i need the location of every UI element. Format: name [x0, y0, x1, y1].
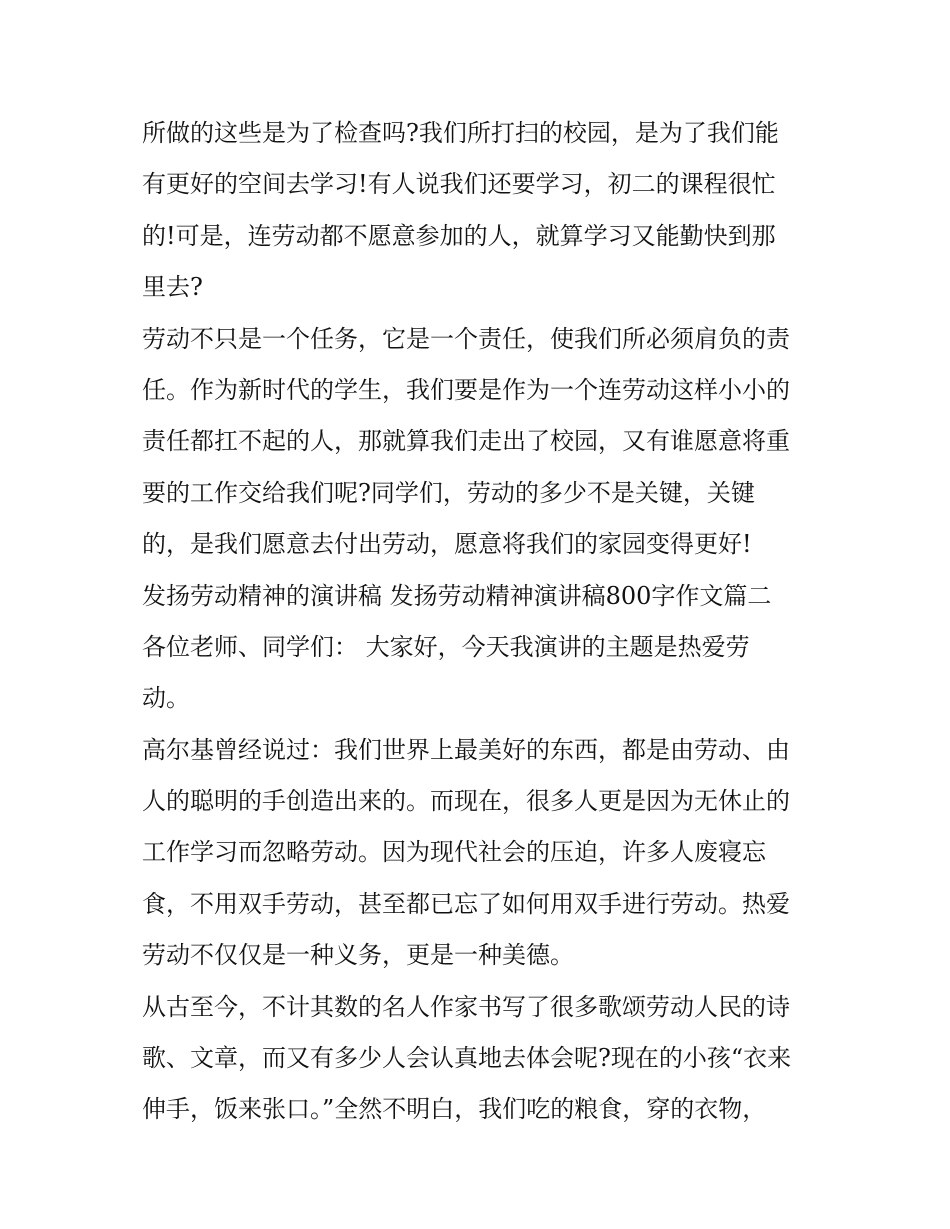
text-line: 发扬劳动精神的演讲稿 发扬劳动精神演讲稿800字作文篇二 [142, 581, 772, 610]
text-line: 动。 [142, 684, 190, 713]
text-line: 工作学习而忽略劳动。因为现代社会的压迫，许多人废寝忘 [142, 838, 766, 867]
text-line: 有更好的空间去学习!有人说我们还要学习，初二的课程很忙 [142, 170, 776, 199]
text-line: 劳动不只是一个任务，它是一个责任，使我们所必须肩负的责 [142, 324, 790, 353]
text-line: 责任都扛不起的人，那就算我们走出了校园，又有谁愿意将重 [142, 427, 790, 456]
text-line: 的!可是，连劳动都不愿意参加的人，就算学习又能勤快到那 [142, 221, 776, 250]
text-line: 从古至今，不计其数的名人作家书写了很多歌颂劳动人民的诗 [142, 992, 790, 1021]
document-body [142, 108, 822, 1136]
text-line: 人的聪明的手创造出来的。而现在，很多人更是因为无休止的 [142, 787, 790, 816]
text-line: 里去? [142, 273, 203, 302]
text-line: 的，是我们愿意去付出劳动，愿意将我们的家园变得更好! [142, 530, 752, 559]
text-line: 各位老师、同学们： 大家好，今天我演讲的主题是热爱劳 [142, 632, 750, 661]
text-line: 高尔基曾经说过：我们世界上最美好的东西，都是由劳动、由 [142, 735, 790, 764]
text-line: 所做的这些是为了检查吗?我们所打扫的校园，是为了我们能 [142, 119, 779, 147]
text-line: 任。作为新时代的学生，我们要是作为一个连劳动这样小小的 [142, 375, 790, 404]
text-line: 要的工作交给我们呢?同学们，劳动的多少不是关键，关键 [142, 478, 755, 507]
text-line: 伸手，饭来张口。”全然不明白，我们吃的粮食，穿的衣物， [142, 1095, 767, 1124]
text-line: 劳动不仅仅是一种义务，更是一种美德。 [142, 941, 574, 970]
text-line: 歌、文章，而又有多少人会认真地去体会呢?现在的小孩“衣来 [142, 1044, 792, 1073]
text-line: 食，不用双手劳动，甚至都已忘了如何用双手进行劳动。热爱 [142, 889, 790, 918]
